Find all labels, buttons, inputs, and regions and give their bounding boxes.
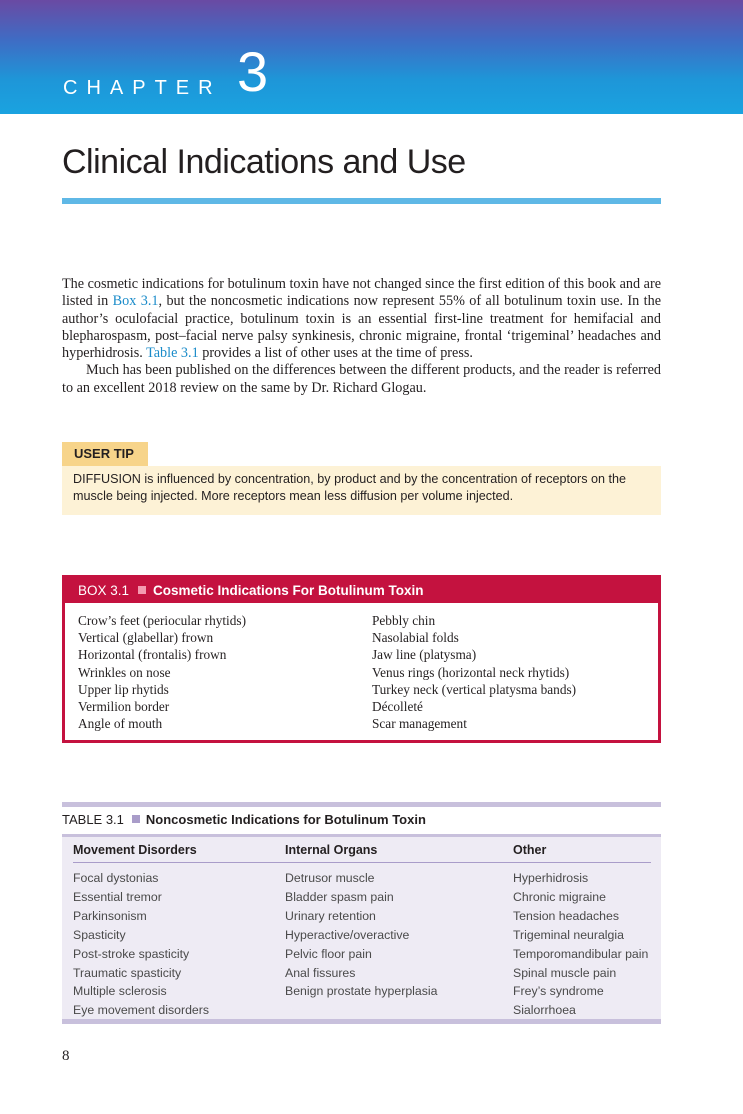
column-header-internal: Internal Organs — [285, 843, 378, 857]
column-header-other: Other — [513, 843, 547, 857]
table-cell: Pelvic floor pain — [285, 946, 372, 961]
chapter-label: CHAPTER — [63, 77, 222, 99]
body-text — [62, 276, 661, 397]
list-item: Wrinkles on nose — [78, 664, 171, 680]
table-cell: Parkinsonism — [73, 908, 147, 923]
table-cell: Benign prostate hyperplasia — [285, 984, 438, 999]
user-tip-label: USER TIP — [62, 442, 148, 466]
table-cell: Frey’s syndrome — [513, 984, 604, 999]
box-3-1-header — [65, 578, 658, 603]
table-cell: Tension headaches — [513, 908, 619, 923]
column-movement-disorders — [73, 869, 209, 1020]
table-cell: Chronic migraine — [513, 889, 606, 904]
chapter-title: Clinical Indications and Use — [62, 143, 466, 181]
table-cell: Detrusor muscle — [285, 871, 375, 885]
list-item: Horizontal (frontalis) frown — [78, 647, 227, 663]
table-cell: Eye movement disorders — [73, 1003, 210, 1018]
table-cell: Spasticity — [73, 927, 126, 942]
title-rule — [62, 198, 661, 204]
list-item: Scar management — [372, 716, 467, 732]
paragraph-1: The cosmetic indications for botulinum toxin have not changed since the first edition of this book and are listed in Box 3.1, but the noncosmetic indications now represent 55% of all botulinum toxin use. In the author’s oculofacial practice, botulinum toxin is an essential first-line treatment for hemifacial and blepharospasm, post–facial nerve palsy synkinesis, chronic migraine, frontal ‘trigeminal’ headaches and hyperhidrosis. Table 3.1 provides a list of other uses at the time of press. — [62, 276, 661, 362]
column-internal-organs — [285, 869, 437, 1001]
table-3-1-link[interactable]: Table 3.1 — [146, 345, 199, 362]
table-cell: Anal fissures — [285, 965, 356, 980]
header-rule — [73, 862, 651, 863]
square-bullet-icon — [132, 815, 140, 823]
list-item: Crow’s feet (periocular rhytids) — [78, 613, 247, 628]
column-other — [513, 869, 648, 1020]
table-3-1-title: Noncosmetic Indications for Botulinum Toxin — [145, 812, 426, 827]
chapter-header-band — [0, 0, 743, 114]
user-tip-text: DIFFUSION is influenced by concentration, by product and by the concentration of receptors on the muscle being injected. More receptors mean less diffusion per volume injected. — [62, 466, 661, 515]
list-item: Angle of mouth — [78, 716, 163, 732]
chapter-number: 3 — [237, 40, 269, 103]
table-cell: Hyperhidrosis — [513, 871, 589, 885]
table-cell: Essential tremor — [73, 889, 162, 904]
square-bullet-icon — [138, 586, 146, 594]
list-item: Vermilion border — [78, 699, 170, 715]
table-3-1-label: TABLE 3.1 — [62, 812, 124, 827]
list-item: Décolleté — [372, 699, 423, 715]
box-3-1 — [62, 575, 661, 743]
table-cell: Spinal muscle pain — [513, 965, 617, 980]
list-item: Upper lip rhytids — [78, 681, 169, 697]
column-header-movement: Movement Disorders — [73, 843, 197, 857]
table-3-1-caption — [62, 812, 426, 827]
box-3-1-label: BOX 3.1 — [78, 583, 130, 598]
table-cell: Trigeminal neuralgia — [513, 927, 624, 942]
box-3-1-right-column — [372, 612, 576, 732]
table-3-1 — [62, 834, 661, 1024]
table-cell: Urinary retention — [285, 908, 376, 923]
table-cell: Bladder spasm pain — [285, 889, 394, 904]
table-cell: Multiple sclerosis — [73, 984, 167, 999]
paragraph-2: Much has been published on the differences between the different products, and the reader is referred to an excellent 2018 review on the same by Dr. Richard Glogau. — [62, 362, 661, 396]
list-item: Turkey neck (vertical platysma bands) — [372, 681, 577, 697]
box-3-1-title: Cosmetic Indications For Botulinum Toxin — [153, 583, 424, 598]
list-item: Jaw line (platysma) — [372, 647, 477, 663]
table-top-rule — [62, 802, 661, 807]
table-cell: Focal dystonias — [73, 871, 159, 885]
box-3-1-link[interactable]: Box 3.1 — [112, 293, 159, 310]
table-cell: Post-stroke spasticity — [73, 946, 190, 961]
table-cell: Sialorrhoea — [513, 1003, 576, 1018]
list-item: Vertical (glabellar) frown — [78, 630, 214, 646]
page-number: 8 — [62, 1048, 70, 1064]
table-cell: Temporomandibular pain — [513, 946, 649, 961]
list-item: Pebbly chin — [372, 613, 436, 628]
table-cell: Traumatic spasticity — [73, 965, 182, 980]
list-item: Venus rings (horizontal neck rhytids) — [372, 664, 570, 680]
table-cell: Hyperactive/overactive — [285, 927, 410, 942]
list-item: Nasolabial folds — [372, 630, 459, 646]
box-3-1-left-column — [78, 612, 246, 732]
